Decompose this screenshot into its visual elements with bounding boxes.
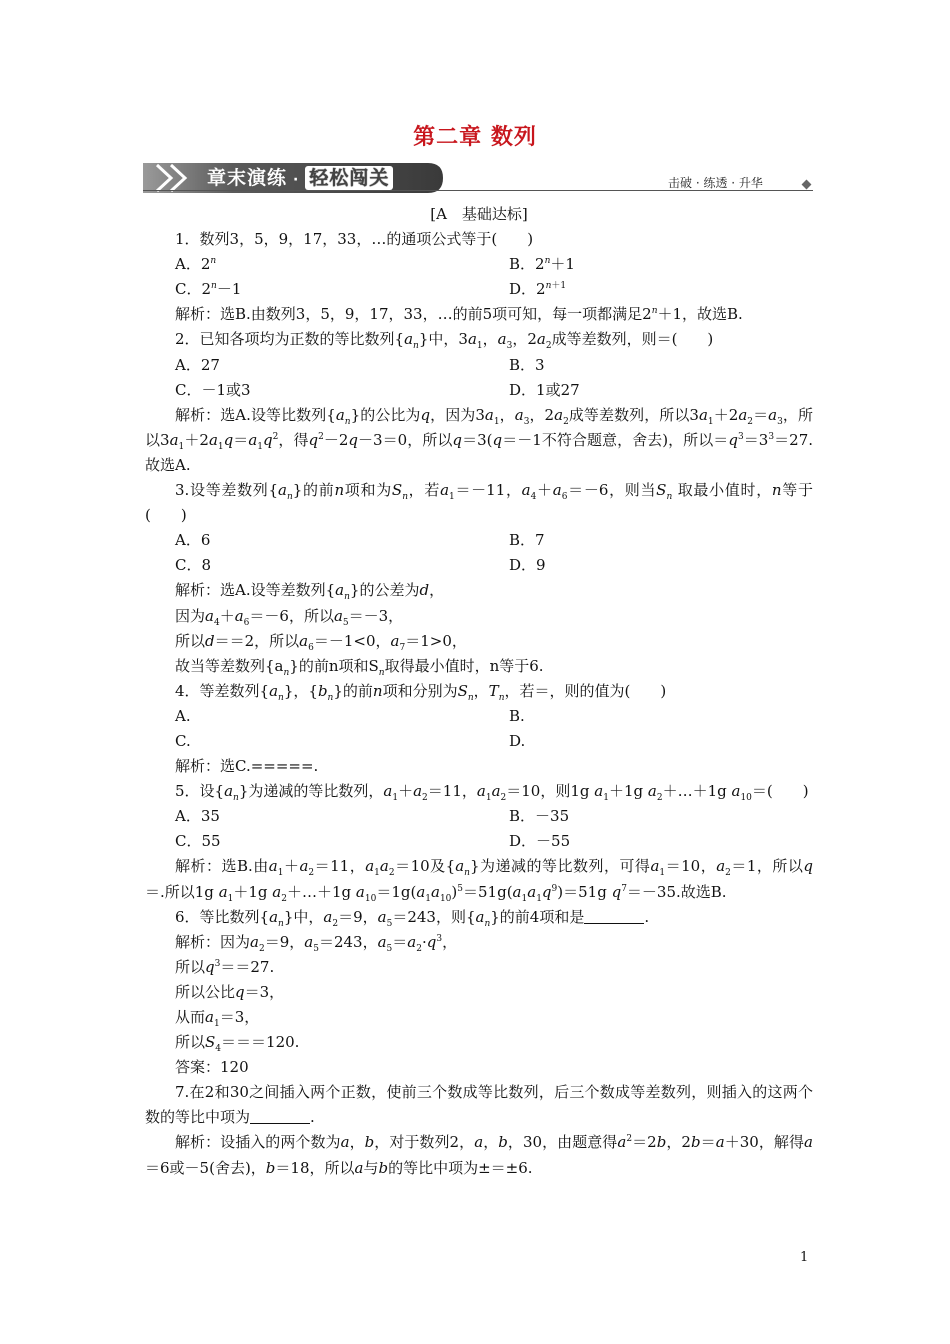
q5-option-b: B．－35 bbox=[509, 807, 570, 826]
chapter-title: 第二章 数列 bbox=[413, 125, 537, 150]
q4-option-a: A. bbox=[175, 706, 191, 725]
q2-solution: 解析：选A.设等比数列$\{a_n\}$的公比为q，因为$3a_1$，$a_3$，$2a_2$成等差数列，所以$3a_1+2a_2=a_3$，所以$3a_1+2a_1q=a_1q^2$，得$q^2-2q-3=0$，所以q＝3(q＝－1不符合题意，舍去)，所以$=q^3=3^3=27$.故选A. bbox=[145, 405, 814, 474]
q4-options-cd bbox=[145, 729, 813, 754]
q2-stem: 2．已知各项均为正数的等比数列$\{a_n\}$中，$3a_1$，$a_3$，$2a_2$成等差数列，则＝( ) bbox=[175, 330, 714, 352]
q6-solution-2: 所以$q^3==27$. bbox=[175, 957, 275, 976]
q5-option-d: D．－55 bbox=[509, 832, 571, 851]
q4-stem: 4．等差数列$\{a_n\}$，$\{b_n\}$的前n项和分别为$S_n$，$T_n$，若＝，则的值为( ) bbox=[175, 681, 667, 703]
banner-left-text: 章末演练 bbox=[207, 167, 288, 189]
q3-solution-1: 解析：选A.设等差数列$\{a_n\}$的公差为d， bbox=[175, 581, 445, 603]
q6-solution-5: 所以$S_4===120$. bbox=[175, 1033, 300, 1055]
slogan: 击破 · 练透 · 升华 bbox=[668, 176, 763, 190]
q4-option-c: C. bbox=[175, 731, 191, 750]
q3-option-d: D．9 bbox=[509, 556, 546, 575]
q4-option-d: D. bbox=[509, 731, 526, 750]
q2-option-b: B．3 bbox=[509, 355, 545, 374]
q1-options-cd bbox=[145, 277, 813, 302]
q6-solution-3: 所以公比q＝3， bbox=[175, 982, 285, 1001]
q5-stem: 5．设$\{a_n\}$为递减的等比数列，$a_1+a_2=11$，$a_1a_2=10$，则1g $a_1+1g$ $a_2+\dots+1g$ $a_{10}=$( ) bbox=[175, 782, 809, 804]
q5-option-a: A．35 bbox=[175, 807, 220, 826]
q5-options-cd bbox=[145, 829, 813, 854]
q3-solution-4: 故当等差数列$\{a_n\}$的前n项和$S_n$取得最小值时，n等于6. bbox=[175, 656, 544, 678]
q4-options-ab bbox=[145, 704, 813, 729]
answer-blank bbox=[250, 1109, 310, 1124]
q1-options-ab bbox=[145, 252, 813, 277]
q1-option-c: C．$2^n-1$ bbox=[175, 280, 242, 299]
q5-option-c: C．55 bbox=[175, 832, 221, 851]
q6-stem: 6．等比数列$\{a_n\}$中，$a_2=9$，$a_5=243$，则$\{a_n\}$的前4项和是 . bbox=[175, 907, 650, 929]
q2-options-ab bbox=[145, 353, 813, 378]
page-number: 1 bbox=[800, 1250, 809, 1265]
q7-solution: 解析：设插入的两个数为a，b，对于数列2，a，b，30，由题意得$a^2=2b$，2b＝a＋30，解得a＝6或－5(舍去)，b＝18，所以a与b的等比中项为±＝±6. bbox=[145, 1133, 813, 1177]
q4-solution: 解析：选C.=====. bbox=[175, 757, 319, 776]
banner-dot: · bbox=[293, 172, 300, 188]
q2-options-cd bbox=[145, 378, 813, 403]
q3-solution-3: 所以d＝＝2，所以$a_6=-1<0$，$a_7=1>0$， bbox=[175, 631, 467, 653]
q6-answer: 答案：120 bbox=[175, 1058, 249, 1077]
q6-solution-4: 从而$a_1=3$， bbox=[175, 1008, 260, 1029]
section-label: [A 基础达标] bbox=[430, 205, 528, 223]
q3-solution-2: 因为$a_4+a_6=-6$，所以$a_5=-3$， bbox=[175, 606, 404, 628]
q1-option-b: B．$2^n+1$ bbox=[509, 255, 575, 274]
q2-option-d: D．1或27 bbox=[509, 380, 580, 399]
banner-right-text: 轻松闯关 bbox=[305, 166, 393, 190]
q5-options-ab bbox=[145, 804, 813, 829]
q2-option-a: A．27 bbox=[175, 355, 220, 374]
q3-options-cd bbox=[145, 553, 813, 578]
q2-option-c: C．－1或3 bbox=[175, 380, 251, 399]
answer-blank bbox=[584, 909, 644, 924]
q4-option-b: B. bbox=[509, 706, 525, 725]
q3-stem: 3.设等差数列$\{a_n\}$的前n项和为$S_n$，若$a_1=-11$，$a_4+a_6=-6$，则当$S_n$ 取最小值时，n等于( ) bbox=[145, 481, 813, 525]
section-banner bbox=[143, 163, 443, 193]
q1-solution: 解析：选B.由数列3，5，9，17，33，…的前5项可知，每一项都满足$2^n+1$，故选B. bbox=[175, 305, 743, 324]
diamond-icon bbox=[802, 180, 812, 190]
q6-solution-1: 解析：因为$a_2=9$，$a_5=243$，$a_5=a_2\cdot q^3$， bbox=[175, 932, 458, 954]
exercise-content bbox=[145, 202, 813, 1181]
q1-option-d: D．$2^{n+1}$ bbox=[509, 280, 567, 299]
q5-solution: 解析：选B.由$a_1+a_2=11$，$a_1a_2=10$及$\{a_n\}$为递减的等比数列，可得$a_1=10$，$a_2=1$，所以q＝.所以1g $a_1+1g$ $a_2+\dots+1g$ $a_{10}=1g(a_1a_{10})^5=51g(a_1a_1q^9)=51g$ $q^7=-35$.故选B. bbox=[145, 857, 814, 904]
q7-stem: 7.在2和30之间插入两个正数，使前三个数成等比数列，后三个数成等差数列，则插入的这两个数的等比中项为 . bbox=[145, 1083, 813, 1127]
q1-option-a: A．2$^n$ bbox=[175, 255, 217, 274]
q3-option-a: A．6 bbox=[175, 531, 211, 550]
q3-option-b: B．7 bbox=[509, 531, 545, 550]
q3-option-c: C．8 bbox=[175, 556, 212, 575]
q3-options-ab bbox=[145, 528, 813, 553]
q1-stem: 1．数列3，5，9，17，33，…的通项公式等于( ) bbox=[175, 230, 534, 249]
